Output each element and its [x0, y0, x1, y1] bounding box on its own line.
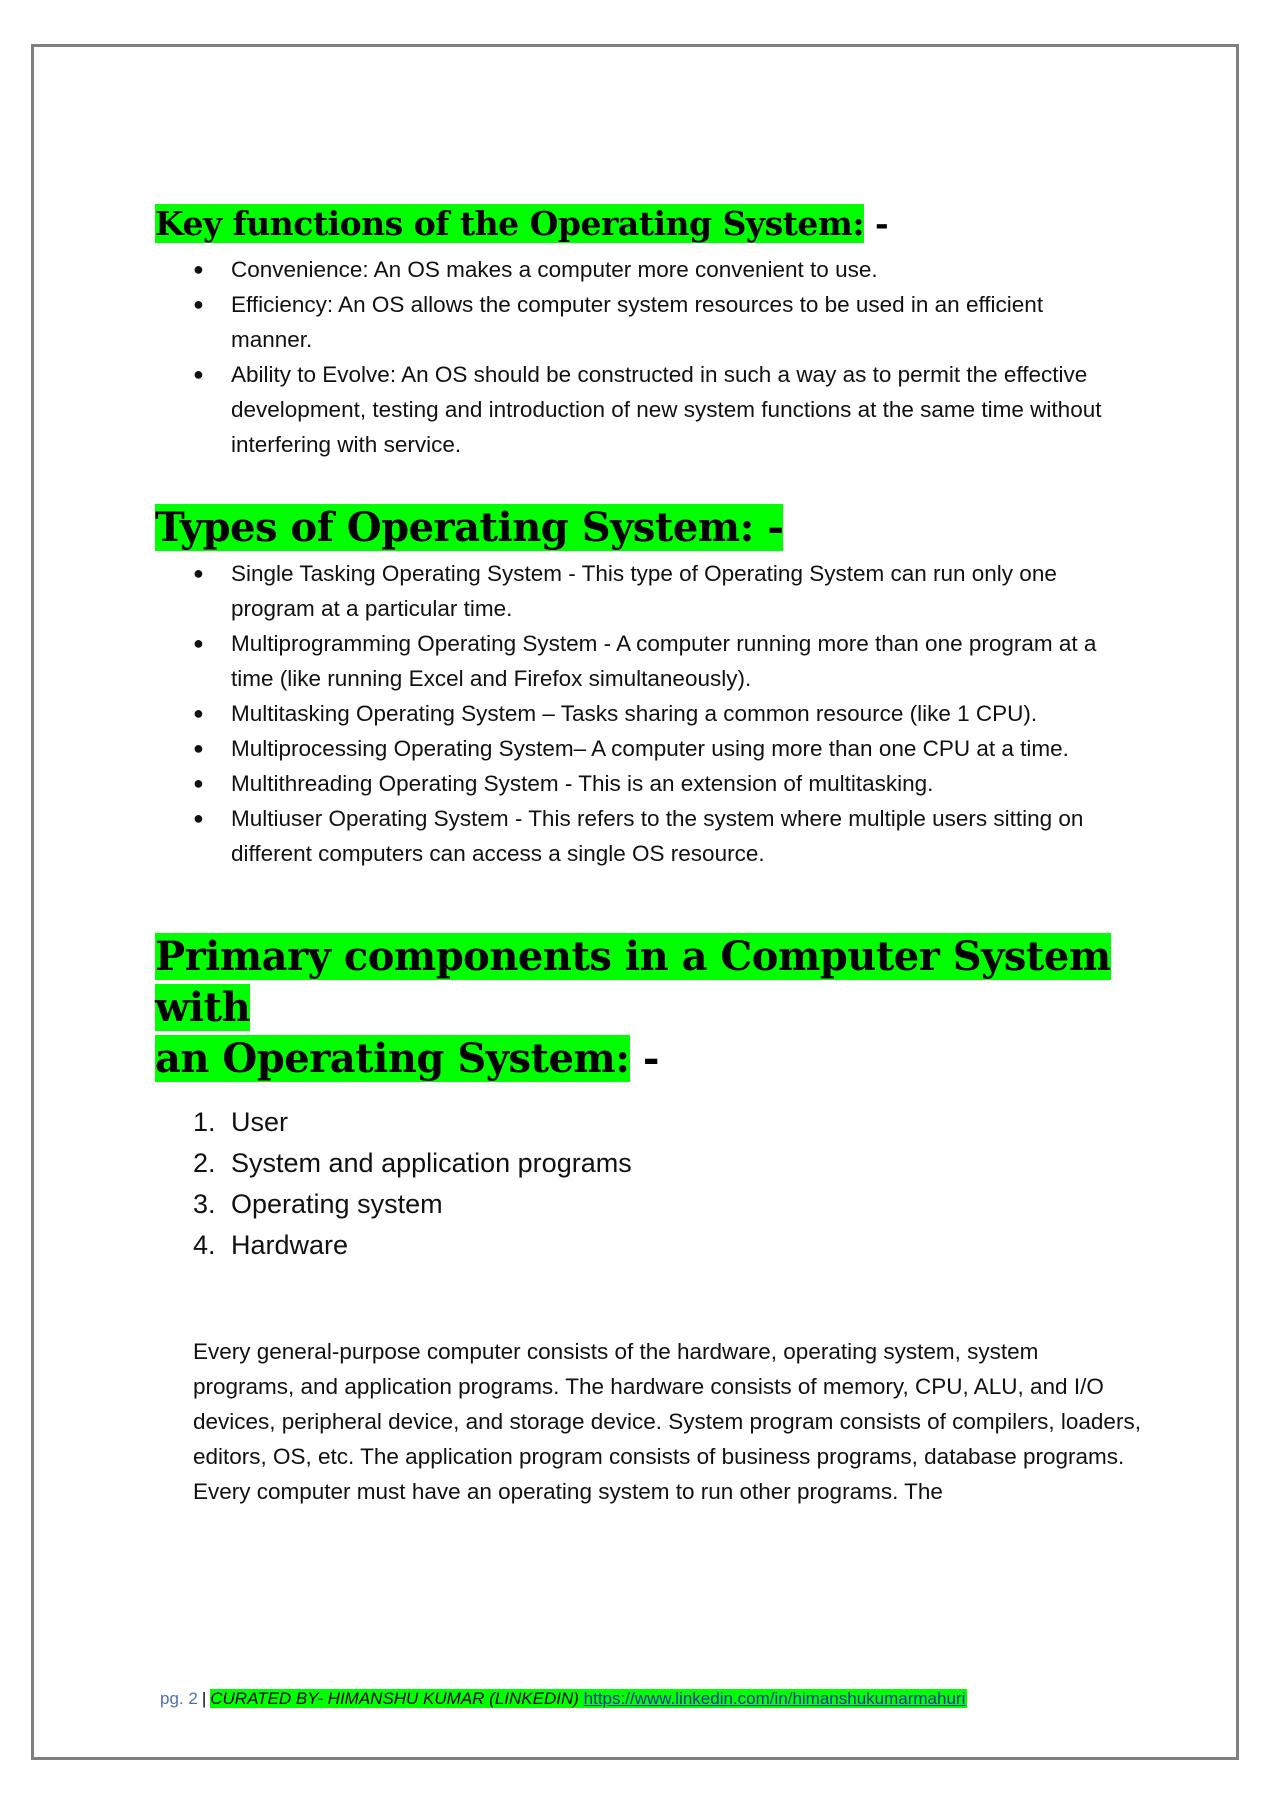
list-item	[155, 696, 1125, 731]
list-item	[155, 1184, 1115, 1225]
heading-primary-suffix: -	[629, 1035, 660, 1082]
heading-primary-line2: an Operating System:	[155, 1035, 630, 1082]
bullet-icon: ●	[193, 633, 204, 653]
bullet-icon: ●	[193, 563, 204, 583]
list-item-text: Multiprocessing Operating System– A computer using more than one CPU at a time.	[231, 736, 1069, 761]
list-item-text: Convenience: An OS makes a computer more convenient to use.	[231, 257, 878, 282]
document-body	[155, 196, 1141, 1509]
list-item-text: Ability to Evolve: An OS should be constructed in such a way as to permit the effective development, testing and introduction of new system functions at the same time without interfering with service.	[231, 362, 1102, 457]
list-item-text: System and application programs	[231, 1148, 632, 1178]
list-item-text: User	[231, 1107, 289, 1137]
list-item-text: Multiuser Operating System - This refers to the system where multiple users sitting on different computers can access a single OS resource.	[231, 806, 1084, 866]
components-list	[155, 1102, 1115, 1266]
list-item-text: Operating system	[231, 1189, 443, 1219]
list-number: 3.	[193, 1189, 216, 1219]
bullet-icon: ●	[193, 364, 204, 384]
list-item	[155, 801, 1125, 871]
list-item	[155, 1225, 1115, 1266]
footer-credit	[210, 1689, 967, 1708]
list-item	[155, 287, 1125, 357]
page-number: pg. 2	[160, 1689, 198, 1708]
bullet-icon: ●	[193, 703, 204, 723]
types-list	[155, 556, 1125, 871]
bullet-icon: ●	[193, 773, 204, 793]
heading-types-text: Types of Operating System: -	[155, 504, 784, 551]
list-item-text: Hardware	[231, 1230, 349, 1260]
list-number: 2.	[193, 1148, 216, 1178]
heading-primary-line1: Primary components in a Computer System with	[155, 933, 1111, 1031]
page-footer	[160, 1688, 967, 1710]
list-item-text: Multithreading Operating System - This is an extension of multitasking.	[231, 771, 934, 796]
list-item	[155, 556, 1125, 626]
heading-key-functions-suffix: -	[864, 204, 889, 243]
list-item-text: Multiprogramming Operating System - A computer running more than one program at a time (like running Excel and Firefox simultaneously).	[231, 631, 1097, 691]
list-item	[155, 766, 1125, 801]
bullet-icon: ●	[193, 259, 204, 279]
list-item	[155, 731, 1125, 766]
linkedin-link[interactable]: https://www.linkedin.com/in/himanshukumarmahuri	[583, 1689, 966, 1708]
curated-by-text: CURATED BY- HIMANSHU KUMAR (LINKEDIN)	[210, 1689, 579, 1708]
list-item	[155, 252, 1125, 287]
components-paragraph: Every general-purpose computer consists of the hardware, operating system, system programs, and application programs. The hardware consists of memory, CPU, ALU, and I/O devices, peripheral device, and storage device. System program consists of compilers, loaders, editors, OS, etc. The application program consists of business programs, database programs. Every computer must have an operating system to run other programs. The	[193, 1339, 1141, 1504]
list-item-text: Efficiency: An OS allows the computer system resources to be used in an efficient manner.	[231, 292, 1044, 352]
list-item-text: Multitasking Operating System – Tasks sharing a common resource (like 1 CPU).	[231, 701, 1038, 726]
heading-primary-components	[155, 931, 1115, 1084]
heading-key-functions-text: Key functions of the Operating System:	[155, 204, 864, 243]
bullet-icon: ●	[193, 738, 204, 758]
key-functions-list	[155, 252, 1125, 462]
list-number: 4.	[193, 1230, 216, 1260]
bullet-icon: ●	[193, 808, 204, 828]
footer-separator: |	[201, 1689, 207, 1708]
heading-types	[155, 500, 1115, 556]
list-item	[155, 626, 1125, 696]
list-item	[155, 1143, 1115, 1184]
list-item	[155, 357, 1125, 462]
list-item-text: Single Tasking Operating System - This type of Operating System can run only one program at a particular time.	[231, 561, 1057, 621]
bullet-icon: ●	[193, 294, 204, 314]
heading-key-functions	[155, 196, 1115, 252]
list-item	[155, 1102, 1115, 1143]
list-number: 1.	[193, 1107, 216, 1137]
